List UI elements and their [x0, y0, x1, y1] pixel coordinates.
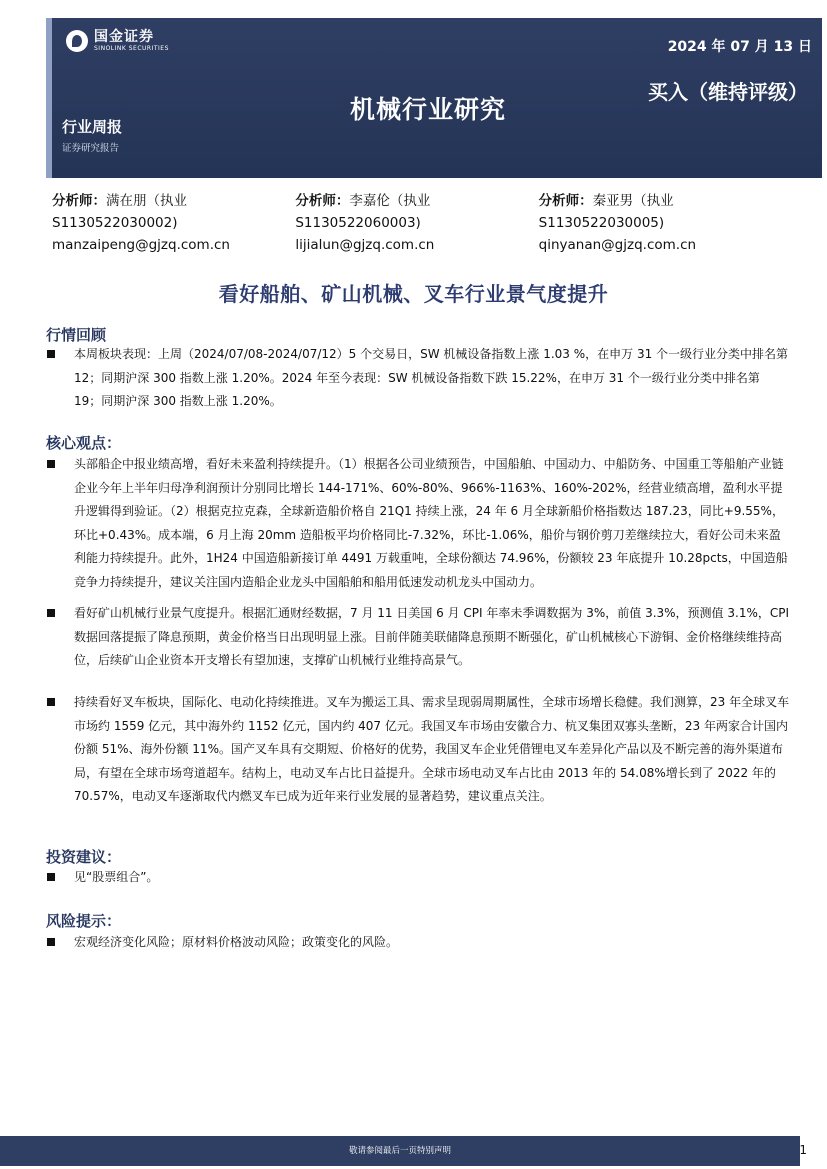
analyst-license: S1130522030002): [52, 215, 178, 231]
header-accent-stripe: [46, 18, 52, 178]
brand-logo: [66, 30, 169, 52]
analyst-label: 分析师：: [52, 193, 106, 209]
brand-name-en: SINOLINK SECURITIES: [94, 45, 169, 52]
list-item: 本周板块表现：上周（2024/07/08-2024/07/12）5 个交易日，SW 机械设备指数上涨 1.03 %，在申万 31 个一级行业分类中排名第 12；同期沪深 300 指数上涨 1.20%。2024 年至今表现：SW 机械设备指数下跌 15.22%，在申万 31 个一级行业分类中排名第 19；同期沪深 300 指数上涨 1.20%。: [46, 343, 790, 414]
analyst-card: [52, 190, 295, 256]
analyst-label: 分析师：: [295, 193, 350, 209]
report-date: 2024 年 07 月 13 日: [667, 39, 812, 55]
section-title-market: 行情回顾: [46, 326, 107, 344]
analyst-label: 分析师：: [538, 193, 593, 209]
list-item: 头部船企中报业绩高增，看好未来盈利持续提升。（1）根据各公司业绩预告，中国船舶、中国动力、中船防务、中国重工等船舶产业链企业今年上半年归母净利润预计分别同比增长 144-171%、60%-80%、966%-1163%、160%-202%，经营业绩高增，盈利水平提升逻辑得到验证。（2）根据克拉克森，全球新造船价格自 21Q1 持续上涨，24 年 6 月全球新船价格指数达 187.23，同比+9.55%，环比+0.43%。成本端，6 月上海 20mm 造船板平均价格同比-7.32%，环比-1.06%，船价与钢价剪刀差继续拉大，看好公司未来盈利能力持续提升。此外，1H24 中国造船新接订单 4491 万载重吨，全球份额达 74.96%，份额较 23 年底提升 10.28pcts，中国造船竞争力持续提升，建议关注国内造船企业龙头中国船舶和船用低速发动机龙头中国动力。: [46, 453, 790, 594]
page-number: 1: [799, 1143, 807, 1157]
report-subtype: 证券研究报告: [62, 143, 120, 154]
list-item: 见“股票组合”。: [46, 866, 790, 890]
section-title-risk: 风险提示：: [46, 912, 122, 930]
section-title-views: 核心观点：: [46, 434, 122, 452]
section-title-advice: 投资建议：: [46, 848, 122, 866]
brand-name-cn: 国金证券: [94, 29, 154, 45]
analyst-email[interactable]: lijialun@gjzq.com.cn: [295, 237, 435, 253]
analyst-name: 满在朋（执业: [106, 193, 187, 209]
analyst-name: 秦亚男（执业: [592, 193, 674, 209]
report-title: 机械行业研究: [350, 95, 507, 124]
analyst-list: [52, 190, 782, 256]
rating-badge: 买入（维持评级）: [648, 80, 808, 104]
analyst-email[interactable]: qinyanan@gjzq.com.cn: [538, 237, 697, 253]
analyst-license: S1130522030005): [538, 215, 665, 231]
analyst-name: 李嘉伦（执业: [349, 193, 431, 209]
report-header: [46, 18, 822, 178]
analyst-card: [539, 190, 782, 256]
list-item: 看好矿山机械行业景气度提升。根据汇通财经数据，7 月 11 日美国 6 月 CPI 年率未季调数据为 3%，前值 3.3%，预测值 3.1%，CPI 数据回落提振了降息预期，黄金价格当日出现明显上涨。目前伴随美联储降息预期不断强化，矿山机械核心下游铜、金价格继续维持高位，后续矿山企业资本开支增长有望加速，支撑矿山机械行业维持高景气。: [46, 602, 790, 673]
brand-logo-icon: [66, 30, 88, 52]
footer-disclaimer[interactable]: 敬请参阅最后一页特别声明: [0, 1136, 800, 1166]
analyst-license: S1130522060003): [295, 215, 421, 231]
list-item: 持续看好叉车板块，国际化、电动化持续推进。叉车为搬运工具、需求呈现弱周期属性，全球市场增长稳健。我们测算，23 年全球叉车市场约 1559 亿元，其中海外约 1152 亿元，国内约 407 亿元。我国叉车市场由安徽合力、杭叉集团双寡头垄断，23 年两家合计国内份额 51%、海外份额 11%。国产叉车具有交期短、价格好的优势，我国叉车企业凭借锂电叉车差异化产品以及不断完善的海外渠道布局，有望在全球市场弯道超车。结构上，电动叉车占比日益提升。全球市场电动叉车占比由 2013 年的 54.08%增长到了 2022 年的 70.57%，电动叉车逐渐取代内燃叉车已成为近年来行业发展的显著趋势，建议重点关注。: [46, 691, 790, 809]
report-type: 行业周报: [62, 118, 123, 136]
report-headline: 看好船舶、矿山机械、叉车行业景气度提升: [218, 282, 609, 306]
analyst-email[interactable]: manzaipeng@gjzq.com.cn: [52, 237, 230, 253]
analyst-card: [295, 190, 538, 256]
list-item: 宏观经济变化风险；原材料价格波动风险；政策变化的风险。: [46, 931, 790, 955]
